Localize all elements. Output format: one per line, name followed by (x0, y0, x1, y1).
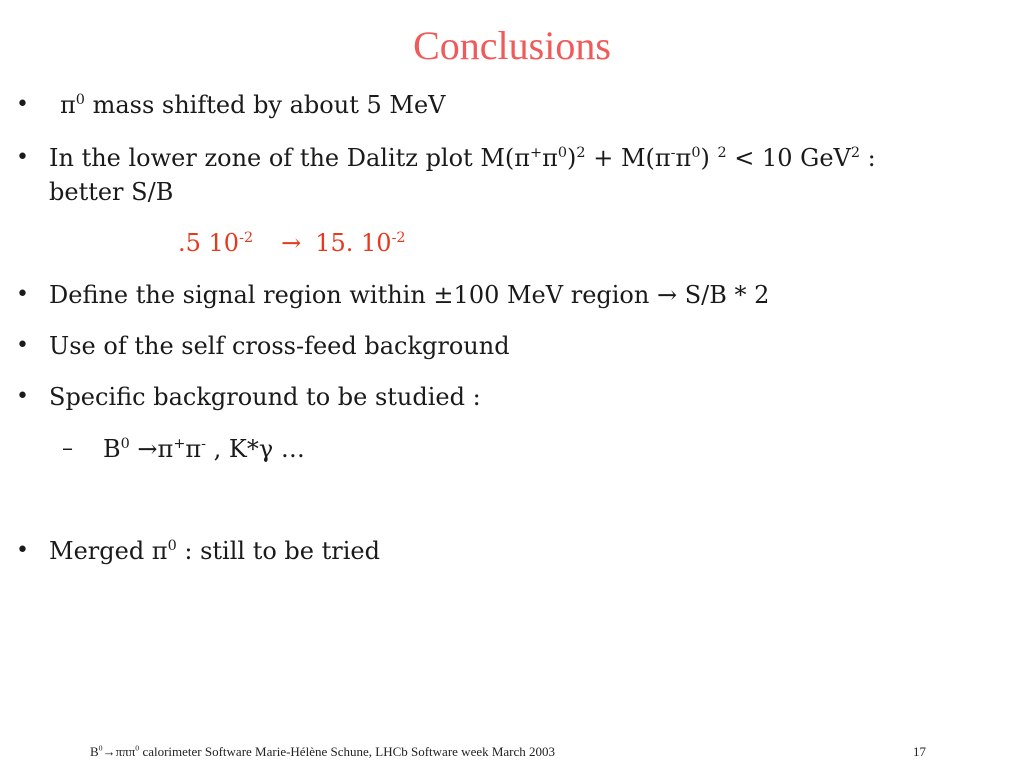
pi-symbol: π (60, 91, 76, 119)
bullet-text: Merged π (49, 537, 168, 565)
bullet-marker: • (16, 282, 29, 307)
superscript: 0 (691, 145, 701, 161)
superscript: 0 (557, 145, 568, 161)
page-number: 17 (913, 744, 926, 759)
superscript: -2 (239, 230, 254, 246)
bullet-merged-pi0 (49, 536, 380, 566)
superscript: -2 (391, 230, 406, 246)
footer-decay: →πππ (102, 744, 136, 759)
bullet-text: , K*γ … (206, 435, 305, 463)
superscript: 0 (98, 743, 103, 753)
pi-symbol: π (542, 144, 558, 172)
bullet-text: : still to be tried (176, 537, 380, 565)
sub-bullet-background-modes (103, 434, 305, 464)
sb-ratio (178, 228, 406, 258)
superscript: 0 (120, 436, 130, 452)
superscript: 0 (135, 743, 140, 753)
bullet-marker: • (16, 92, 29, 117)
bullet-marker: • (16, 145, 29, 170)
slide-title: Conclusions (413, 23, 611, 68)
bullet-marker: • (16, 333, 29, 358)
bullet-text: mass shifted by about 5 MeV (84, 91, 446, 119)
superscript: 2 (576, 145, 586, 161)
bullet-text: + M(π (585, 144, 671, 172)
bullet-text: ) (567, 144, 577, 172)
superscript: 0 (167, 538, 177, 554)
ratio-before: .5 10 (178, 229, 240, 257)
footer-b: B (90, 744, 99, 759)
bullet-pi0-mass (60, 90, 445, 120)
sub-bullet-marker: – (62, 436, 73, 461)
bullet-signal-region: Define the signal region within ±100 MeV region → S/B * 2 (49, 281, 770, 309)
superscript: - (201, 436, 207, 452)
bullet-dalitz-line1 (49, 143, 876, 173)
bullet-marker: • (16, 384, 29, 409)
bullet-marker: • (16, 538, 29, 563)
superscript: 2 (850, 145, 861, 161)
bullet-dalitz-line2: better S/B (49, 178, 174, 206)
arrow-icon: → (281, 229, 302, 257)
footer-text (90, 744, 555, 760)
bullet-text: B (103, 435, 121, 463)
superscript: 2 (717, 145, 727, 161)
bullet-text: < 10 GeV (726, 144, 851, 172)
superscript: + (173, 436, 186, 452)
bullet-text: : (860, 144, 876, 172)
superscript: + (530, 145, 543, 161)
bullet-text: In the lower zone of the Dalitz plot M(π (49, 144, 531, 172)
bullet-specific-background: Specific background to be studied : (49, 383, 481, 411)
pi-symbol: π (185, 435, 202, 463)
bullet-text: →π (129, 435, 174, 463)
ratio-after: 15. 10 (315, 229, 392, 257)
superscript: - (670, 145, 676, 161)
superscript: 0 (75, 92, 85, 108)
pi-symbol: π (675, 144, 692, 172)
bullet-cross-feed: Use of the self cross-feed background (49, 332, 510, 360)
footer-caption: calorimeter Software Marie-Hélène Schune, LHCb Software week March 2003 (139, 744, 556, 759)
bullet-text: ) (700, 144, 718, 172)
